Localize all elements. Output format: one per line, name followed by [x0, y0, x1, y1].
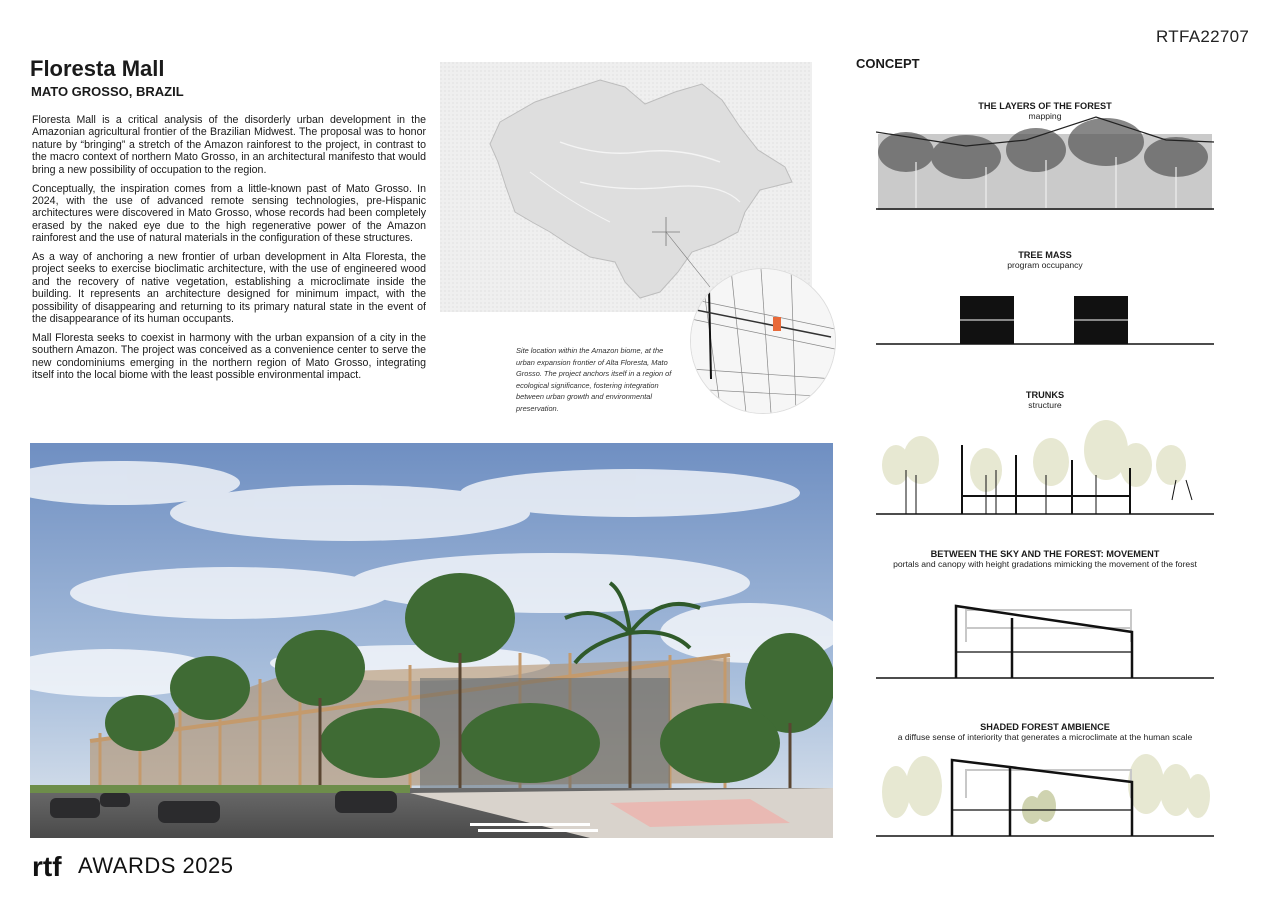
intro-paragraph: Mall Floresta seeks to coexist in harmony with the urban expansion of a city in the southern Amazon. The project was conceived as a convenience center to serve the new condominiums emerging in the northern region of Mato Grosso, integrating itself into the local biome with the least possible environmental impact. — [32, 332, 426, 382]
tree-mass-diagram — [876, 290, 1214, 348]
concept-title: CONCEPT — [856, 56, 920, 71]
shaded-ambience-diagram — [876, 752, 1214, 840]
concept-heading: TRUNKS — [1025, 390, 1065, 400]
concept-subheading: structure — [1028, 400, 1062, 410]
concept-item-shaded — [876, 722, 1214, 742]
site-streets-svg — [691, 269, 835, 413]
logo-lettering: rtf — [32, 851, 62, 882]
project-code: RTFA22707 — [1156, 27, 1250, 46]
intro-text — [32, 114, 426, 388]
intro-paragraph: As a way of anchoring a new frontier of urban development in Alta Floresta, the project seeks to exercise bioclimatic architecture, with the use of engineered wood and the recovery of native vegetation, establishing a microclimate inside the building. It represents an architecture designed for minimum impact, with the possibility of disappearing and returning to its primary natural state in the event of the disappearance of its human occupants. — [32, 251, 426, 326]
forest-layers-diagram — [876, 112, 1214, 212]
site-marker — [773, 317, 781, 331]
concept-heading: SHADED FOREST AMBIENCE — [980, 722, 1110, 732]
rtf-awards-logo — [32, 850, 233, 882]
movement-diagram — [876, 600, 1214, 684]
concept-subheading: portals and canopy with height gradations mimicking the movement of the forest — [893, 559, 1197, 569]
rtf-logo-mark — [32, 850, 72, 882]
render-svg — [30, 443, 833, 838]
site-location-map — [690, 268, 836, 414]
page-subtitle: MATO GROSSO, BRAZIL — [31, 84, 184, 99]
concept-heading: BETWEEN THE SKY AND THE FOREST: MOVEMENT — [930, 549, 1160, 559]
concept-subheading: mapping — [1028, 111, 1062, 121]
concept-subheading: program occupancy — [1007, 260, 1083, 270]
concept-item-tree-mass — [876, 250, 1214, 270]
concept-heading: THE LAYERS OF THE FOREST — [978, 101, 1112, 111]
concept-heading: TREE MASS — [1018, 250, 1072, 260]
map-caption: Site location within the Amazon biome, at the urban expansion frontier of Alta Floresta, Mato Grosso. The project anchors itself in a region of ecological significance, fostering integration between urban growth and environmental preservation. — [516, 346, 672, 413]
intro-paragraph: Floresta Mall is a critical analysis of the disorderly urban development in the Amazonian agricultural frontier of the Brazilian Midwest. The proposal was to honor nature by “bringing” a stretch of the Amazon rainforest to the project, in contrast to the macro context of northern Mato Grosso, in an architectural manifesto that would bring a new possibility of occupation to the region. — [32, 114, 426, 176]
awards-text: AWARDS 2025 — [78, 853, 234, 878]
concept-item-movement — [876, 549, 1214, 569]
page-title: Floresta Mall — [30, 56, 165, 81]
concept-subheading: a diffuse sense of interiority that generates a microclimate at the human scale — [897, 732, 1193, 742]
intro-paragraph: Conceptually, the inspiration comes from a little-known past of Mato Grosso. In 2024, with the use of advanced remote sensing technologies, pre-Hispanic architectures were discovered in Mato Grosso, whose records had been completely erased by the naked eye due to the high regenerative power of the Amazon rainforest and the use of natural materials in the configuration of these structures. — [32, 182, 426, 245]
project-render-image — [30, 443, 833, 838]
concept-item-trunks — [876, 390, 1214, 410]
trunks-diagram — [876, 420, 1214, 520]
